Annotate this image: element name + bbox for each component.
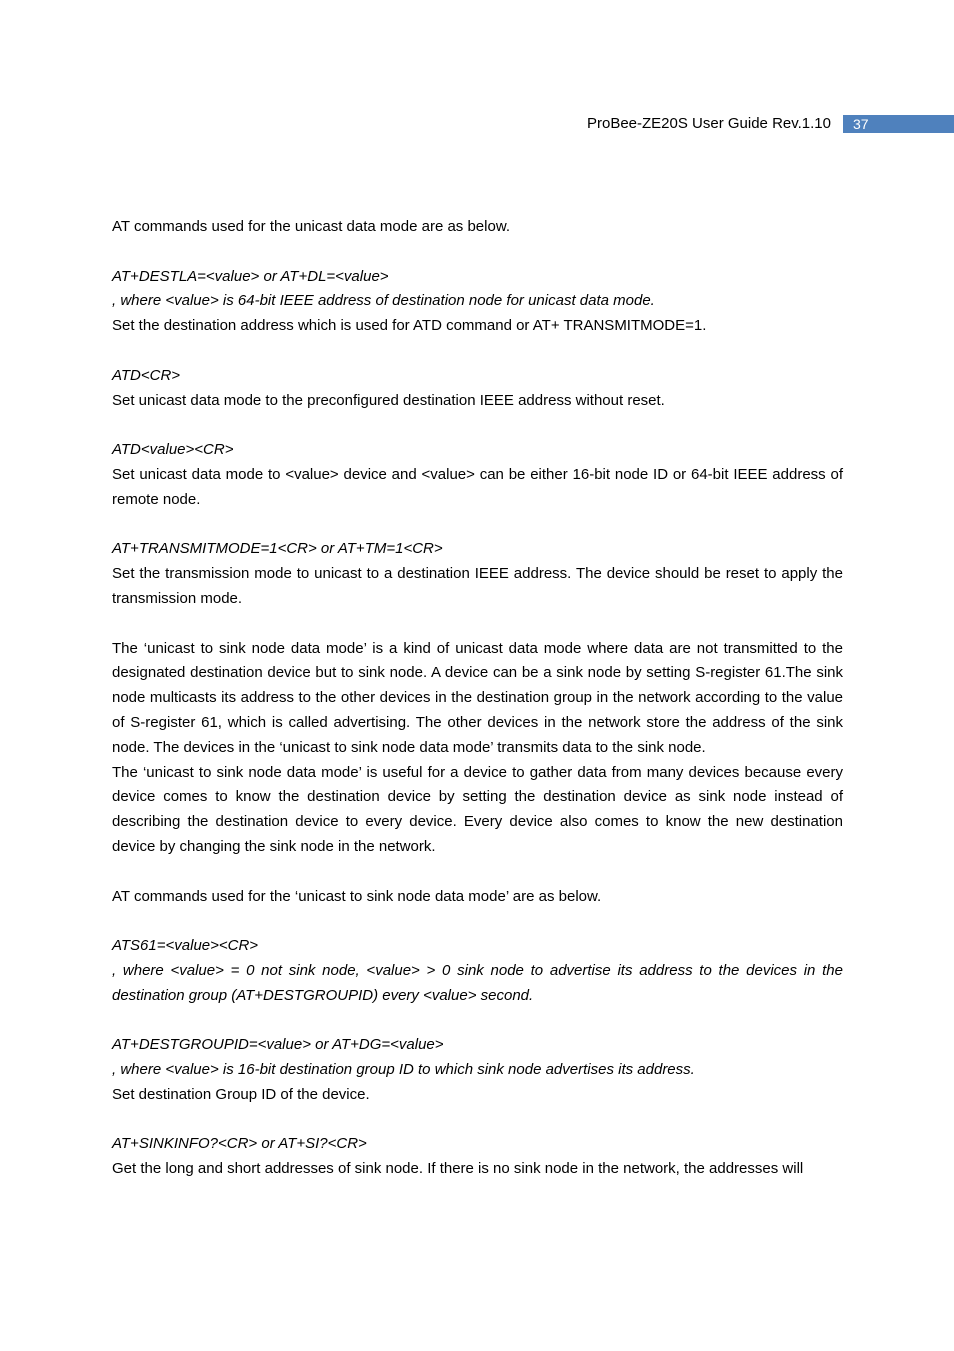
transmitmode-command: AT+TRANSMITMODE=1<CR> or AT+TM=1<CR> (112, 540, 443, 558)
spacer (112, 1108, 843, 1133)
sinkinfo-command: AT+SINKINFO?<CR> or AT+SI?<CR> (112, 1135, 367, 1153)
sink-mode-paragraph-2: The ‘unicast to sink node data mode’ is useful for a device to gather data from many devices because every device comes to know the destination device by setting the destination device as sink node instead of describing the destination device to every device. Every device also comes to know the new destination device by changing the sink node in the network. (112, 763, 843, 855)
atd-value-command: ATD<value><CR> (112, 441, 234, 459)
document-body (112, 215, 843, 1182)
sinkinfo-description: Get the long and short addresses of sink node. If there is no sink node in the network, the addresses will (112, 1160, 804, 1178)
spacer (112, 513, 843, 538)
intro-sink-text: AT commands used for the ‘unicast to sink node data mode’ are as below. (112, 887, 602, 905)
atd-description: Set unicast data mode to the preconfigured destination IEEE address without reset. (112, 391, 665, 409)
page-header (0, 114, 954, 134)
header-title: ProBee-ZE20S User Guide Rev.1.10 (586, 115, 831, 132)
destgroupid-where: , where <value> is 16-bit destination group ID to which sink node advertises its address. (112, 1061, 695, 1079)
ats61-where: , where <value> = 0 not sink node, <value> > 0 sink node to advertise its address to the devices in the destination group (AT+DESTGROUPID) every <value> second. (112, 961, 843, 1004)
destla-where: , where <value> is 64-bit IEEE address of destination node for unicast data mode. (112, 292, 655, 310)
atd-command: ATD<CR> (112, 366, 181, 384)
spacer (112, 413, 843, 438)
atd-value-description: Set unicast data mode to <value> device and <value> can be either 16-bit node ID or 64-bit IEEE address of remote node. (112, 465, 843, 508)
spacer (112, 240, 843, 265)
destgroupid-description: Set destination Group ID of the device. (112, 1085, 370, 1103)
spacer (112, 612, 843, 637)
transmitmode-description: Set the transmission mode to unicast to a destination IEEE address. The device should be reset to apply the transmission mode. (112, 565, 843, 607)
page-number-badge: 37 (843, 115, 954, 133)
destgroupid-command: AT+DESTGROUPID=<value> or AT+DG=<value> (112, 1036, 444, 1054)
intro-unicast-text: AT commands used for the unicast data mode are as below. (112, 218, 510, 235)
destla-description: Set the destination address which is used for ATD command or AT+ TRANSMITMODE=1. (112, 317, 707, 335)
spacer (112, 909, 843, 934)
ats61-command: ATS61=<value><CR> (112, 937, 259, 955)
spacer (112, 860, 843, 885)
sink-mode-paragraph-1: The ‘unicast to sink node data mode’ is a kind of unicast data mode where data are not transmitted to the designated destination device but to sink node. A device can be a sink node by setting S-register 61.The sink node multicasts its address to the other devices in the destination group in the network according to the value of S-register 61, which is called advertising. The other devices in the network store the address of the sink node. The devices in the ‘unicast to sink node data mode’ transmits data to the sink node. (112, 639, 843, 756)
spacer (112, 339, 843, 364)
spacer (112, 1009, 843, 1034)
destla-command: AT+DESTLA=<value> or AT+DL=<value> (112, 267, 389, 285)
